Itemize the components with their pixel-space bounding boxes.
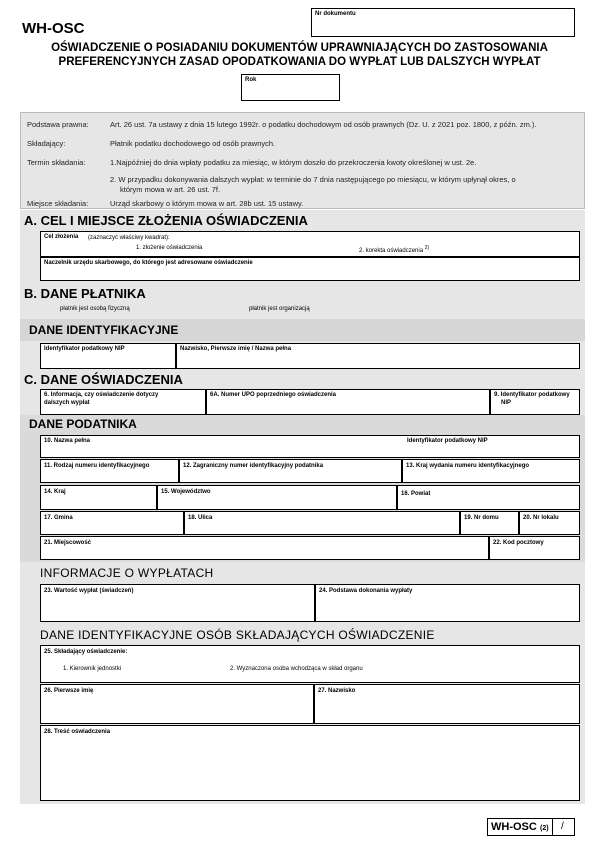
form-code: WH-OSC	[22, 20, 85, 37]
field-9[interactable]	[490, 389, 580, 415]
platnik-nip-field[interactable]	[40, 343, 176, 369]
field-10-label: 10. Nazwa pełna	[44, 438, 91, 444]
field-22[interactable]	[489, 536, 580, 560]
field-15[interactable]	[157, 485, 397, 510]
field-12[interactable]	[179, 459, 402, 483]
footer-slash: /	[561, 821, 564, 832]
form-title-line2: PREFERENCYJNYCH ZASAD OPODATKOWANIA DO WYPŁAT LUB DALSZYCH WYPŁAT	[58, 56, 541, 68]
platnik-nazwa-label: Nazwisko, Pierwsze imię / Nazwa pełna	[180, 346, 292, 352]
footer-divider	[552, 819, 553, 835]
field-11-label: 11. Rodzaj numeru identyfikacyjnego	[44, 463, 150, 469]
field-26-label: 26. Pierwsze imię	[44, 688, 94, 694]
podatnik-nip-label: Identyfikator podatkowy NIP	[407, 438, 488, 444]
field-13-label: 13. Kraj wydania numeru identyfikacyjnego	[406, 463, 530, 469]
field-15-label: 15. Województwo	[161, 489, 211, 495]
field-6a-label: 6A. Numer UPO poprzedniego oświadczenia	[210, 392, 337, 398]
option-kierownik[interactable]: 1. Kierownik jednostki	[63, 666, 122, 672]
field-28-label: 28. Treść oświadczenia	[44, 729, 111, 735]
field-18[interactable]	[184, 511, 460, 535]
field-19-label: 19. Nr domu	[464, 515, 499, 521]
miejsce-value: Urząd skarbowy o którym mowa w art. 28b ust. 15 ustawy.	[110, 199, 304, 208]
field-19[interactable]	[460, 511, 519, 535]
document-number-label: Nr dokumentu	[315, 11, 356, 17]
field-16-label: 16. Powiat	[401, 491, 431, 497]
miejsce-label: Miejsce składania:	[27, 199, 89, 208]
termin-1: 1.Najpóźniej do dnia wpłaty podatku za miesiąc, w którym doszło do przekroczenia kwoty określonej w ust. 2e.	[110, 158, 477, 167]
section-a-title: A. CEL I MIEJSCE ZŁOŻENIA OŚWIADCZENIA	[24, 213, 308, 228]
field-21[interactable]	[40, 536, 489, 560]
field-16[interactable]	[397, 485, 580, 510]
dane-podatnika-title: DANE PODATNIKA	[29, 417, 137, 431]
field-6-label-2: dalszych wypłat	[44, 400, 90, 406]
field-20[interactable]	[519, 511, 580, 535]
section-b-title: B. DANE PŁATNIKA	[24, 286, 146, 301]
option-osoba-fizyczna[interactable]: płatnik jest osobą fizyczną	[60, 306, 130, 312]
field-9-label-1: 9. Identyfikator podatkowy	[494, 392, 570, 398]
field-26[interactable]	[40, 684, 314, 724]
field-14[interactable]	[40, 485, 157, 510]
document-number-field[interactable]	[311, 8, 575, 37]
year-label: Rok	[245, 77, 257, 83]
field-22-label: 22. Kod pocztowy	[493, 540, 544, 546]
field-27[interactable]	[314, 684, 580, 724]
wyplaty-title: INFORMACJE O WYPŁATACH	[40, 566, 214, 580]
field-23[interactable]	[40, 584, 315, 622]
footer-code: WH-OSC	[491, 821, 537, 833]
field-13[interactable]	[402, 459, 580, 483]
field-17-label: 17. Gmina	[44, 515, 73, 521]
option-organizacja[interactable]: płatnik jest organizacją	[249, 306, 310, 312]
cel-zlozenia-label: Cel złożenia	[44, 234, 79, 240]
field-28[interactable]	[40, 725, 580, 801]
option-korekta[interactable]: 2. korekta oświadczenia $^{2)}$	[359, 245, 430, 254]
naczelnik-field[interactable]	[40, 257, 580, 281]
skladajacy-value: Płatnik podatku dochodowego od osób prawnych.	[110, 139, 276, 148]
platnik-nazwa-field[interactable]	[176, 343, 580, 369]
form-title-line1: OŚWIADCZENIE O POSIADANIU DOKUMENTÓW UPRAWNIAJĄCYCH DO ZASTOSOWANIA	[51, 42, 548, 54]
field-10[interactable]	[40, 435, 580, 458]
field-17[interactable]	[40, 511, 184, 535]
footer-form-code	[487, 818, 575, 836]
podstawa-label: Podstawa prawna:	[27, 120, 89, 129]
field-6a[interactable]	[206, 389, 490, 415]
footer-version: (2)	[540, 825, 549, 832]
field-14-label: 14. Kraj	[44, 489, 66, 495]
dane-identyfikacyjne-title: DANE IDENTYFIKACYJNE	[29, 323, 179, 337]
dane-identyfikacyjne-band	[20, 319, 585, 341]
section-c-title: C. DANE OŚWIADCZENIA	[24, 372, 183, 387]
cel-zlozenia-hint: (zaznaczyć właściwy kwadrat):	[88, 235, 170, 241]
option-zlozenie[interactable]: 1. złożenie oświadczenia	[136, 245, 203, 251]
field-9-label-2: NIP	[501, 400, 512, 406]
termin-2b: którym mowa w art. 26 ust. 7f.	[120, 185, 221, 194]
termin-2a: 2. W przypadku dokonywania dalszych wypłat: w terminie do 7 dnia następującego po miesiącu, w którym upłynął okres, o	[110, 175, 516, 184]
field-11[interactable]	[40, 459, 179, 483]
field-25	[40, 645, 580, 683]
skladajacy-label: Składający:	[27, 139, 66, 148]
field-25-label: 25. Składający oświadczenie:	[44, 649, 128, 655]
cel-zlozenia-field	[40, 231, 580, 257]
field-18-label: 18. Ulica	[188, 515, 213, 521]
info-block	[20, 112, 585, 209]
option-wyznaczona-osoba[interactable]: 2. Wyznaczona osoba wchodząca w skład organu	[230, 666, 363, 672]
naczelnik-label: Naczelnik urzędu skarbowego, do którego jest adresowane oświadczenie	[44, 260, 253, 266]
platnik-nip-label: Identyfikator podatkowy NIP	[44, 346, 125, 352]
field-21-label: 21. Miejscowość	[44, 540, 92, 546]
field-12-label: 12. Zagraniczny numer identyfikacyjny podatnika	[183, 463, 324, 469]
year-field[interactable]	[241, 74, 340, 101]
podstawa-value: Art. 26 ust. 7a ustawy z dnia 15 lutego 1992r. o podatku dochodowym od osób prawnych (Dz. U. z 2021 poz. 1800, z późn. zm.).	[110, 120, 537, 129]
field-6[interactable]	[40, 389, 206, 415]
termin-label: Termin składania:	[27, 158, 86, 167]
field-23-label: 23. Wartość wypłat (świadczeń)	[44, 588, 134, 594]
field-24-label: 24. Podstawa dokonania wypłaty	[319, 588, 413, 594]
field-27-label: 27. Nazwisko	[318, 688, 356, 694]
field-20-label: 20. Nr lokalu	[523, 515, 559, 521]
field-6-label-1: 6. Informacja, czy oświadczenie dotyczy	[44, 392, 159, 398]
field-24[interactable]	[315, 584, 580, 622]
osoby-title: DANE IDENTYFIKACYJNE OSÓB SKŁADAJĄCYCH OŚWIADCZENIE	[40, 628, 435, 642]
